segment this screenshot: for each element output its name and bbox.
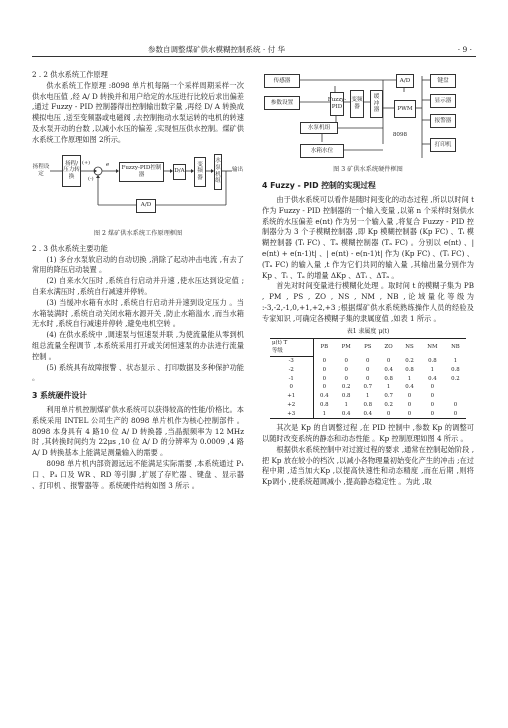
cell: 1 (313, 410, 335, 419)
table-row (270, 357, 466, 366)
fuzzy-pid-box: Fuzzy-PID (330, 92, 344, 116)
col-header: ZO (378, 338, 399, 357)
row-level: -1 (270, 375, 313, 384)
cell: 0.2 (405, 357, 414, 364)
cell: 0 (453, 401, 458, 408)
section-4-text-1: 由于供水系统可以看作是随时间变化的动态过程 ,所以以时间 t 作为 Fuzzy - PID 控制器的一个输入变量 ,以第 n 个采样时刻供水系统的水压偏差 e(nt) 作为另一个输入量 ,将复合 Fuzzy - PID 控制器分为 3 个子模糊控制器 ,即 Kp 模糊控制器 (Kp FC) 、Tᵢ 模糊控制器 (Tᵢ FC) 、Tₐ 模糊控制器 (Tₐ FC) 。分别以 e(nt) 、| e(nt) + e(n-1)t| 、| e(nt) - e(n-1)t| 作为 (Kp FC) 、(Tᵢ FC) 、(Tₐ FC) 的输入量 ,t 作为它们共同的输入量 ,其输出量分别作为 Kp 、Tᵢ 、Tₐ 的增量 ΔKp 、ΔTᵢ 、ΔTₐ 。 (262, 194, 474, 280)
row-level: +2 (270, 401, 313, 410)
running-header (32, 44, 476, 57)
page-number: · 9 · (457, 45, 472, 54)
cell: 0 (366, 375, 370, 382)
cell: 0 (445, 410, 466, 419)
table-row (270, 410, 466, 419)
fuzzy-pid-controller-box: Fuzzy-PID控制器 (119, 162, 164, 182)
cell: 0.8 (384, 375, 393, 382)
cell: 1 (407, 375, 412, 382)
cell: 0.8 (319, 401, 329, 408)
section-3-text-1: 利用单片机控制煤矿供水系统可以获得较高的性能/价格比。本系统采用 INTEL 公司生产的 8098 单片机作为核心控制部件 。8098 本身具有 4 路10 位 A/ D 转换器 ,当晶振频率为 12 MHz 时 ,其转换时间约为 22μs ,10 位 A/ D 的分辨率为 0.0009 ,4 路 A/ D 转换基本上能满足测量输入的需要 。 (32, 404, 244, 458)
cell: 0 (386, 357, 391, 364)
da-converter-box: D/A (173, 164, 186, 180)
function-item-4: (4) 在供水系统中 ,调速泵与恒速泵并联 ,为使流量能从零到机组总流量全程调节 ,本系统采用打开或关闭恒速泵的办法进行流量控制 。 (32, 330, 244, 361)
plus-sign: (+) (82, 159, 91, 166)
table-row (270, 401, 466, 410)
cell: 0 (366, 366, 370, 373)
row-level: -2 (270, 366, 313, 375)
cell: 0.4 (335, 410, 357, 419)
table-1-caption: 表1 隶属度 μ(t) (346, 327, 390, 335)
section-4-text-2: 首先对时间变量进行模糊化处理 。取时间 t 的模糊子集为 PB , PM , PS , ZO , NS , NM , NB ,论域量化等级为 :-3,-2,-1,0,+1,+2,+3 ;根据煤矿供水系统熟练操作人员的经验及专家知识 ,可确定各模糊子集的隶属度值 ,如表 1 所示 。 (262, 281, 474, 323)
cell: 0.4 (405, 384, 414, 391)
row-level: +3 (270, 410, 313, 419)
cell (445, 383, 466, 392)
figure-3-caption: 图 3 矿供水系统硬件框图 (333, 166, 403, 173)
minus-sign: (-) (88, 175, 94, 182)
figure-2-caption: 图 2 煤矿供水系统工作原理框图 (93, 229, 183, 237)
header-title: 参数自调整煤矿供水模糊控制系统 · 付 华 (148, 45, 286, 54)
row-level: +1 (270, 392, 313, 401)
figure-3-hardware-diagram (262, 70, 474, 162)
col-header: PM (335, 338, 357, 357)
cell: 0 (344, 357, 348, 364)
table-corner-top: μ(t) T (270, 338, 313, 347)
col-header: PS (357, 338, 378, 357)
cpu-8098-label: 8098 (386, 120, 414, 150)
keyboard-box: 键盘 (430, 74, 456, 88)
alarm-box: 报警器 (430, 114, 456, 128)
parameter-setting-box: 参数设置 (264, 96, 300, 110)
inverter-box: 变频器 (194, 157, 206, 187)
pump-unit-box: 水泵机组 (214, 154, 222, 190)
output-label: 输出 (232, 166, 244, 173)
table-row (270, 375, 466, 384)
head-pressure-transducer-box: 扬程/压力转换 (62, 155, 81, 187)
cell: 0 (378, 410, 399, 419)
cell: 1 (430, 366, 435, 373)
cell: 0.7 (363, 384, 373, 391)
function-item-1: (1) 多台水泵软启动的自动切换 ,消除了起动冲击电流 ,有去了常用的降压启动装置 。 (32, 254, 244, 275)
table-corner-bottom: 等级 (270, 347, 313, 356)
cell: 0 (420, 410, 445, 419)
cell: 0.4 (357, 410, 378, 419)
cell: 0.8 (363, 401, 373, 408)
inverter-box-fig3: 变频器 (350, 90, 364, 118)
section-2-2-text: 供水系统工作原理 :8098 单片机每隔一个采样周期采样一次供水电压值 ,经 A/ D 转换并和用户给定的水压进行比较后求出偏差 ,通过 Fuzzy - PID 控制器得出控制输出数字量 ,再经 D/ A 转换成模拟电压 ,送至变频器或电磁阀 ,去控制拖动水泵运转的电机的转速及水泵开动的台数 ,以减小水压的偏差 ,实现恒压供水控制。煤矿供水系统工作原理如图 2所示。 (32, 80, 244, 144)
cell: 0 (407, 401, 412, 408)
cell: 0.2 (341, 384, 351, 391)
cell: 0.7 (384, 393, 393, 400)
pump-unit-box-fig3: 水泵机组 (300, 122, 338, 134)
cell: 0.2 (384, 401, 393, 408)
cell: 0 (366, 357, 370, 364)
cell: 0.4 (384, 366, 393, 373)
membership-table (270, 338, 466, 420)
cell: 0 (344, 366, 348, 373)
cell: 0.8 (428, 357, 437, 364)
col-header: NM (420, 338, 445, 357)
cell: 0 (407, 393, 412, 400)
cell: 1 (386, 384, 391, 391)
buffer-box: 缓冲器 (370, 90, 383, 118)
col-header: NB (445, 338, 466, 357)
display-box: 显示器 (430, 94, 456, 108)
section-3-title: 3 系统硬件设计 (32, 391, 87, 401)
cell: 1 (453, 357, 458, 364)
printer-box: 打印机 (430, 138, 456, 152)
section-4-text-3: 其次是 Kp 的自调整过程 ,在 PID 控制中 ,参数 Kp 的调整可以随时改变系统的静态和动态性能 。Kp 控制原理如图 4 所示 。 (262, 423, 474, 444)
cell: 0.8 (405, 366, 414, 373)
function-item-3: (3) 当缓冲水箱有水时 ,系统自行启动并升速到设定压力 。当水箱装满时 ,系统自动关闭水箱水源开关 ,防止水箱溢水 ,而当水箱无水时 ,系统自行减速并停转 ,避免电机空转 。 (32, 297, 244, 329)
cell: 0 (430, 401, 435, 408)
cell: 0 (399, 410, 420, 419)
cell: 0 (322, 375, 326, 382)
section-2-3-title: 2 . 3 供水系统主要功能 (32, 243, 108, 253)
right-column (262, 70, 474, 488)
cell: 1 (366, 393, 370, 400)
cell: 0 (322, 384, 326, 391)
section-4-text-4: 根据供水系统控制中对过渡过程的要求 ,通常在控制起始阶段 ,把 Kp 放在较小的档次 ,以减小各物理量初始变化产生的冲击 ;在过程中期 ,适当加大Kp ,以提高快速性和动态精度 ,而在后期 ,则将 Kp调小 ,使系统超调减小 ,提高静态稳定性 。为此 ,取 (262, 444, 474, 487)
section-4-title: 4 Fuzzy - PID 控制的实现过程 (262, 181, 376, 191)
pwm-box: PWM (394, 100, 416, 118)
section-2-2-title: 2 . 2 供水系统工作原理 (32, 70, 108, 79)
col-header: PB (313, 338, 335, 357)
cell: 0.2 (451, 375, 460, 382)
ad-box: A/D (396, 74, 414, 88)
ad-converter-box: A/D (136, 199, 156, 213)
setting-label: 扬程设定 (32, 160, 50, 182)
section-3-text-2: 8098 单片机内部资源远远不能满足实际需要 ,本系统通过 P₁ 口 、P₄ 口及 WR 、RD 等引脚 ,扩展了存贮器 、键盘 、显示器 、打印机 、报警器等 。系统硬件结构如图 3 所示 。 (32, 458, 244, 490)
cell: 0.8 (451, 366, 460, 373)
cell: 0.8 (341, 393, 351, 400)
table-row (270, 383, 466, 392)
table-row (270, 392, 466, 401)
cell: 1 (344, 401, 348, 408)
tank-level-box: 水箱水位 (300, 144, 344, 158)
figure-2-block-diagram (32, 152, 244, 226)
sensor-box: 传感器 (264, 74, 300, 88)
cell: 0 (430, 393, 435, 400)
cell (445, 392, 466, 401)
row-level: -3 (270, 357, 313, 366)
row-level: 0 (270, 383, 313, 392)
table-row (270, 366, 466, 375)
function-item-5: (5) 系统具有故障报警 、状态显示 、打印数据及多种保护功能 。 (32, 362, 244, 383)
cell: 0 (322, 357, 326, 364)
function-item-2: (2) 自来水欠压时 ,系统自行启动并升速 ,使水压达到设定值 ;自来水满压时 ,系统自行减速并停转。 (32, 276, 244, 297)
cell: 0 (430, 384, 435, 391)
error-signal-label: e (106, 161, 110, 168)
cell: 0.4 (428, 375, 437, 382)
cell: 0 (322, 366, 326, 373)
col-header: NS (399, 338, 420, 357)
cell: 0.4 (319, 393, 329, 400)
left-column (32, 70, 244, 491)
cell: 0 (344, 375, 348, 382)
